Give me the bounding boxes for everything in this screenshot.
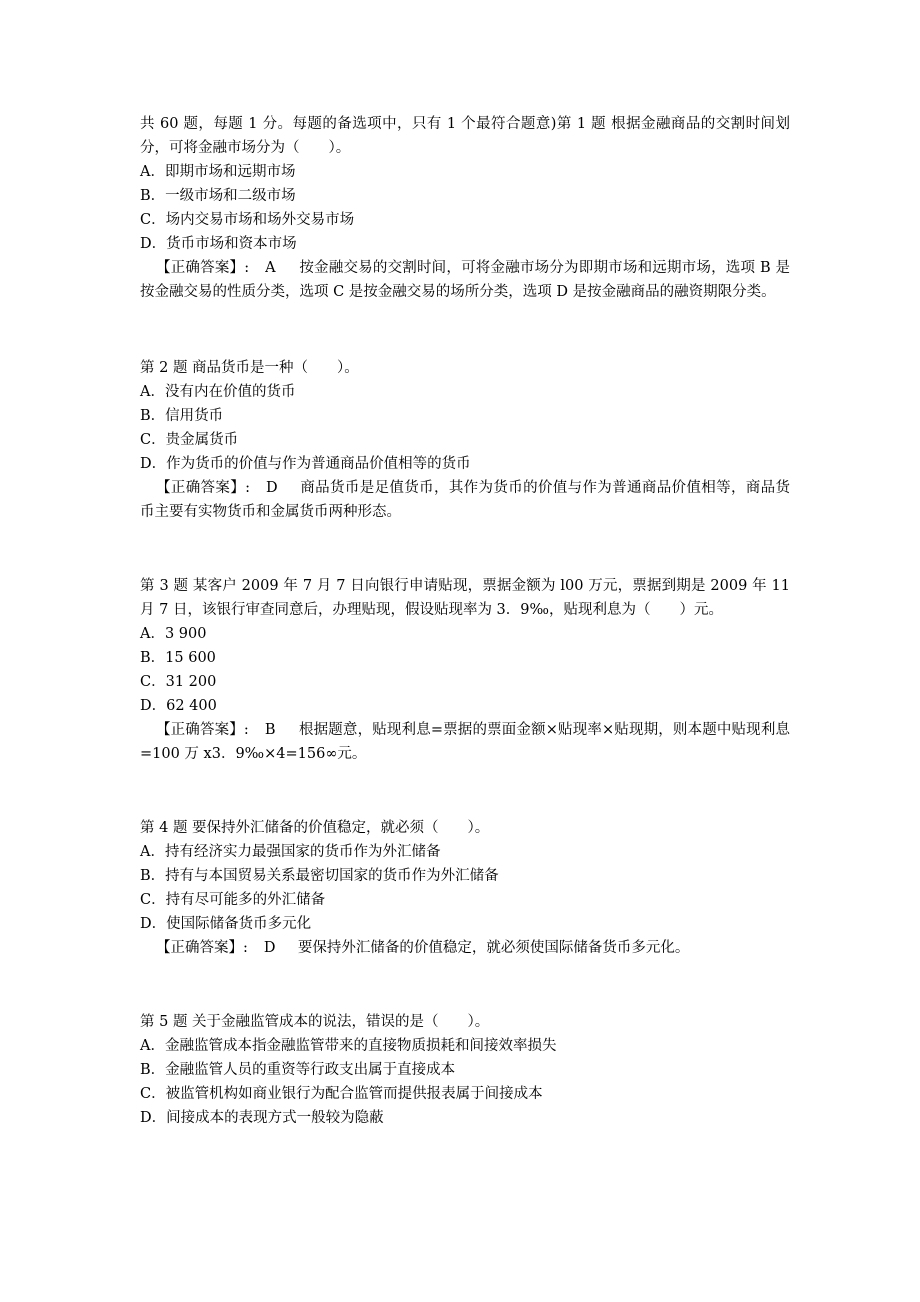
answer-block xyxy=(140,256,790,304)
option-b: B．15 600 xyxy=(140,650,216,666)
answer-letter: D xyxy=(265,480,278,496)
option-d: D．62 400 xyxy=(140,698,217,714)
option-c: C．场内交易市场和场外交易市场 xyxy=(140,212,355,228)
answer-letter: A xyxy=(265,260,276,276)
question-4 xyxy=(140,816,790,960)
option-c: C．持有尽可能多的外汇储备 xyxy=(140,892,326,908)
answer-explanation: 要保持外汇储备的价值稳定，就必须使国际储备货币多元化。 xyxy=(297,940,690,956)
option-list xyxy=(140,380,790,476)
option-list xyxy=(140,1034,790,1130)
answer-block xyxy=(140,936,790,960)
question-stem: 第 2 题 商品货币是一种（ ）。 xyxy=(140,360,359,376)
answer-letter: D xyxy=(263,940,276,956)
question-5 xyxy=(140,1010,790,1130)
option-list xyxy=(140,622,790,718)
question-stem: 第 5 题 关于金融监管成本的说法，错误的是（ ）。 xyxy=(140,1014,490,1030)
question-stem: 第 4 题 要保持外汇储备的价值稳定，就必须（ ）。 xyxy=(140,820,490,836)
question-stem: 第 3 题 某客户 2009 年 7 月 7 日向银行申请贴现，票据金额为 l00 万元，票据到期是 2009 年 11 月 7 日，该银行审查同意后，办理贴现，假设贴现率为 3．9‰，贴现利息为（ ）元。 xyxy=(140,578,790,618)
question-3 xyxy=(140,574,790,766)
question-2 xyxy=(140,356,790,524)
answer-label: 【正确答案】: xyxy=(156,260,250,276)
option-b: B．一级市场和二级市场 xyxy=(140,188,296,204)
option-b: B．持有与本国贸易关系最密切国家的货币作为外汇储备 xyxy=(140,868,499,884)
option-c: C．被监管机构如商业银行为配合监管而提供报表属于间接成本 xyxy=(140,1086,543,1102)
option-d: D．间接成本的表现方式一般较为隐蔽 xyxy=(140,1110,384,1126)
question-1 xyxy=(140,112,790,304)
answer-explanation: 按金融交易的交割时间，可将金融市场分为即期市场和远期市场，选项 B 是按金融交易的性质分类，选项 C 是按金融交易的场所分类，选项 D 是按金融商品的融资期限分类。 xyxy=(140,260,790,300)
answer-label: 【正确答案】: xyxy=(156,940,248,956)
option-d: D．货币市场和资本市场 xyxy=(140,236,297,252)
option-d: D．作为货币的价值与作为普通商品价值相等的货币 xyxy=(140,456,471,472)
document-page xyxy=(140,112,790,1180)
option-b: B．信用货币 xyxy=(140,408,224,424)
option-c: C．31 200 xyxy=(140,674,217,690)
option-a: A．金融监管成本指金融监管带来的直接物质损耗和间接效率损失 xyxy=(140,1038,557,1054)
option-list xyxy=(140,160,790,256)
option-a: A．没有内在价值的货币 xyxy=(140,384,296,400)
answer-label: 【正确答案】: xyxy=(156,722,249,738)
answer-letter: B xyxy=(264,722,276,738)
answer-block xyxy=(140,718,790,766)
option-d: D．使国际储备货币多元化 xyxy=(140,916,312,932)
answer-block xyxy=(140,476,790,524)
answer-explanation: 商品货币是足值货币，其作为货币的价值与作为普通商品价值相等，商品货币主要有实物货币和金属货币两种形态。 xyxy=(140,480,790,520)
answer-explanation: 根据题意，贴现利息=票据的票面金额×贴现率×贴现期，则本题中贴现利息=100 万 x3．9‰×4=156∞元。 xyxy=(140,722,790,762)
option-list xyxy=(140,840,790,936)
option-b: B．金融监管人员的重资等行政支出属于直接成本 xyxy=(140,1062,456,1078)
option-a: A．持有经济实力最强国家的货币作为外汇储备 xyxy=(140,844,441,860)
option-c: C．贵金属货币 xyxy=(140,432,239,448)
option-a: A．3 900 xyxy=(140,626,207,642)
option-a: A．即期市场和远期市场 xyxy=(140,164,296,180)
answer-label: 【正确答案】: xyxy=(156,480,250,496)
question-stem: 共 60 题，每题 1 分。每题的备选项中，只有 1 个最符合题意)第 1 题 根据金融商品的交割时间划分，可将金融市场分为（ ）。 xyxy=(140,116,790,156)
